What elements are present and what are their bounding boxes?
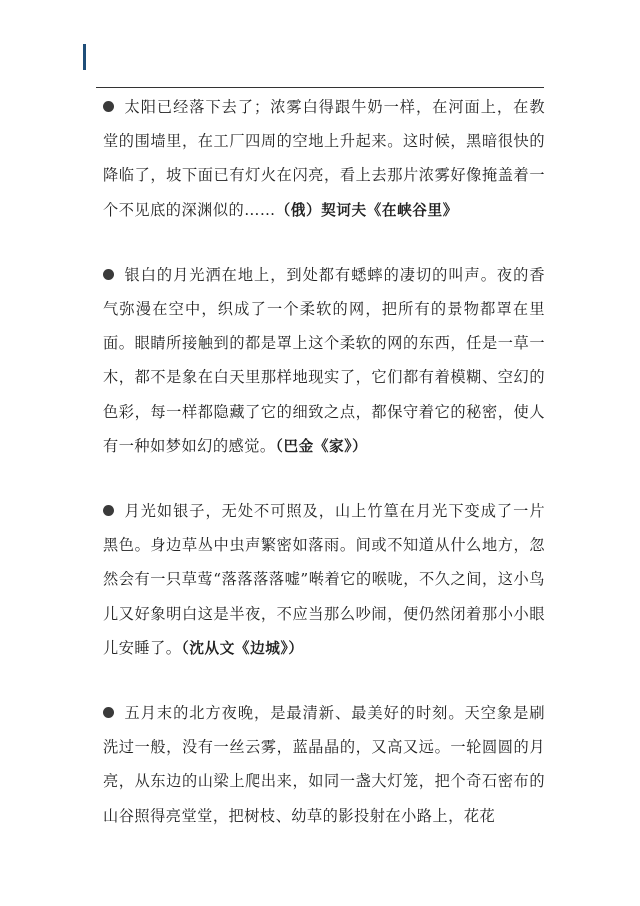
paragraph-source: （巴金《家》） [275,437,368,455]
accent-bar [83,44,86,70]
paragraph-text: 月光如银子，无处不可照及，山上竹篁在月光下变成了一片黑色。身边草丛中虫声繁密如落雨。间或不知道从什么地方，忽然会有一只草莺“落落落落嘘”啭着它的喉咙，不久之间，这小鸟儿又好象明白这是半夜，不应当那么吵闹，便仍然闭着那小小眼儿安睡了。 [103,502,545,657]
bullet-icon [103,505,114,516]
paragraph-1 [103,90,545,228]
paragraph-text: 五月末的北方夜晚，是最清新、最美好的时刻。天空象是刷洗过一般，没有一丝云雾，蓝晶晶的，又高又远。一轮圆圆的月亮，从东边的山梁上爬出来，如同一盏大灯笼，把个奇石密布的山谷照得亮堂堂，把树枝、幼草的影投射在小路上，花花 [103,704,545,825]
document-body [103,90,545,834]
paragraph-source: （俄）契诃夫《在峡谷里》 [275,201,458,219]
paragraph-4 [103,696,545,834]
paragraph-text: 太阳已经落下去了；浓雾白得跟牛奶一样，在河面上，在教堂的围墙里，在工厂四周的空地上升起来。这时候，黑暗很快的降临了，坡下面已有灯火在闪亮，看上去那片浓雾好像掩盖着一个不见底的深渊似的…… [103,98,545,219]
bullet-icon [103,101,114,112]
paragraph-2 [103,258,545,464]
top-rule-divider [96,87,544,88]
paragraph-source: （沈从文《边城》） [181,639,304,657]
paragraph-text: 银白的月光洒在地上，到处都有蟋蟀的凄切的叫声。夜的香气弥漫在空中，织成了一个柔软的网，把所有的景物都罩在里面。眼睛所接触到的都是罩上这个柔软的网的东西，任是一草一木，都不是象在白天里那样地现实了，它们都有着模糊、空幻的色彩，每一样都隐藏了它的细致之点，都保守着它的秘密，使人有一种如梦如幻的感觉。 [103,265,545,455]
bullet-icon [103,707,114,718]
paragraph-3 [103,494,545,666]
bullet-icon [103,269,114,280]
